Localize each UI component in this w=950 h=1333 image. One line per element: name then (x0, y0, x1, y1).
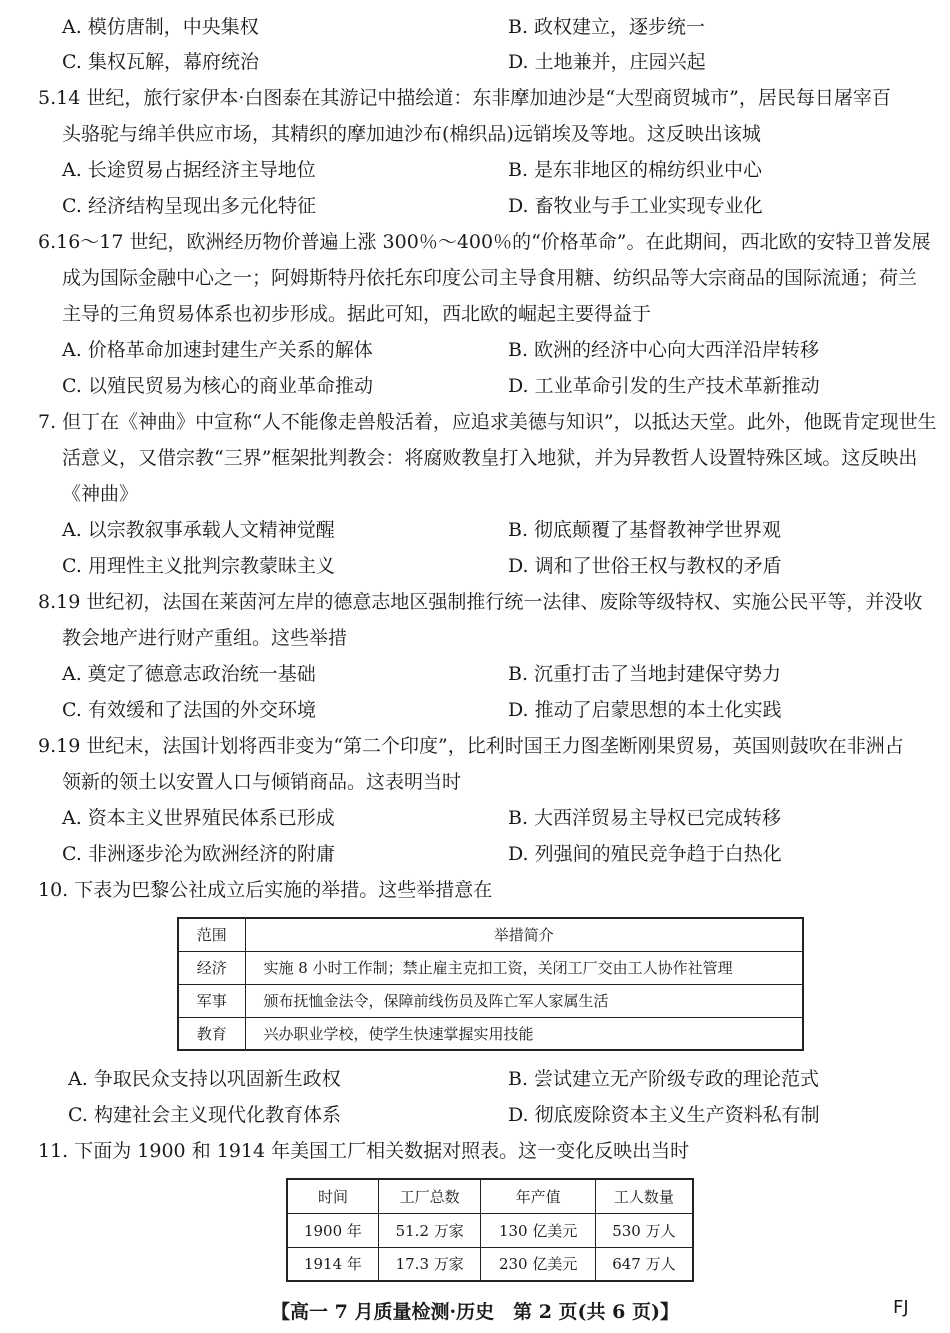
table-cell-scope: 教育 (178, 1017, 245, 1050)
table-row (287, 1213, 693, 1247)
table-row (178, 984, 803, 1017)
q10-option-b: B. 尝试建立无产阶级专政的理论范式 (508, 1068, 820, 1090)
table-row (178, 951, 803, 984)
q4-option-b: B. 政权建立，逐步统一 (508, 16, 706, 38)
q6-option-d: D. 工业革命引发的生产技术革新推动 (508, 375, 820, 397)
table-header-scope: 范围 (178, 918, 245, 951)
q6-option-b: B. 欧洲的经济中心向大西洋沿岸转移 (508, 339, 820, 361)
table-cell: 51.2 万家 (378, 1213, 481, 1247)
table-header-time: 时间 (287, 1179, 378, 1213)
table-cell: 1900 年 (287, 1213, 378, 1247)
q7-stem-line2: 活意义，又借宗教“三界”框架批判教会：将腐败教皇打入地狱，并为异教哲人设置特殊区域。这反映出 (62, 447, 918, 469)
table-header-output: 年产值 (481, 1179, 595, 1213)
q8-option-b: B. 沉重打击了当地封建保守势力 (508, 663, 782, 685)
q7-option-b: B. 彻底颠覆了基督教神学世界观 (508, 519, 782, 541)
q5-stem-line2: 头骆驼与绵羊供应市场，其精织的摩加迪沙布(棉织品)远销埃及等地。这反映出该城 (62, 123, 761, 145)
table-cell: 530 万人 (595, 1213, 693, 1247)
q10-stem: 10. 下表为巴黎公社成立后实施的举措。这些举措意在 (38, 879, 493, 901)
table-cell-desc: 颁布抚恤金法令，保障前线伤员及阵亡军人家属生活 (245, 984, 803, 1017)
q10-option-d: D. 彻底废除资本主义生产资料私有制 (508, 1104, 820, 1126)
q11-stem: 11. 下面为 1900 和 1914 年美国工厂相关数据对照表。这一变化反映出当时 (38, 1140, 690, 1162)
q5-stem-line1: 5.14 世纪，旅行家伊本·白图泰在其游记中描绘道：东非摩加迪沙是“大型商贸城市”，居民每日屠宰百 (38, 87, 891, 109)
table-cell-scope: 经济 (178, 951, 245, 984)
q5-option-d: D. 畜牧业与手工业实现专业化 (508, 195, 763, 217)
q9-stem-line1: 9.19 世纪末，法国计划将西非变为“第二个印度”，比利时国王力图垄断刚果贸易，英国则鼓吹在非洲占 (38, 735, 904, 757)
table-cell: 17.3 万家 (378, 1247, 481, 1281)
q4-option-d: D. 土地兼并，庄园兴起 (508, 51, 706, 73)
q7-option-d: D. 调和了世俗王权与教权的矛盾 (508, 555, 782, 577)
table-header-row (178, 918, 803, 951)
q7-option-c: C. 用理性主义批判宗教蒙昧主义 (62, 555, 335, 577)
table-cell-desc: 实施 8 小时工作制；禁止雇主克扣工资，关闭工厂交由工人协作社管理 (245, 951, 803, 984)
q6-option-a: A. 价格革命加速封建生产关系的解体 (62, 339, 373, 361)
table-header-row (287, 1179, 693, 1213)
table-cell: 230 亿美元 (481, 1247, 595, 1281)
q4-option-a: A. 模仿唐制，中央集权 (62, 16, 259, 38)
q9-option-a: A. 资本主义世界殖民体系已形成 (62, 807, 335, 829)
q8-option-c: C. 有效缓和了法国的外交环境 (62, 699, 316, 721)
table-header-desc: 举措简介 (245, 918, 803, 951)
q6-stem-line1: 6.16～17 世纪，欧洲经历物价普遍上涨 300％～400％的“价格革命”。在此期间，西北欧的安特卫普发展 (38, 231, 931, 253)
q10-option-a: A. 争取民众支持以巩固新生政权 (68, 1068, 341, 1090)
q10-measures-table (177, 917, 804, 1051)
page-footer-code: FJ (893, 1297, 909, 1318)
q7-stem-line3: 《神曲》 (62, 483, 139, 505)
table-cell: 647 万人 (595, 1247, 693, 1281)
table-header-workers: 工人数量 (595, 1179, 693, 1213)
table-cell: 1914 年 (287, 1247, 378, 1281)
q6-stem-line3: 主导的三角贸易体系也初步形成。据此可知，西北欧的崛起主要得益于 (62, 303, 652, 325)
table-cell: 130 亿美元 (481, 1213, 595, 1247)
page-footer-title: 【高一 7 月质量检测·历史 第 2 页(共 6 页)】 (271, 1301, 679, 1323)
q8-option-d: D. 推动了启蒙思想的本土化实践 (508, 699, 782, 721)
q7-stem-line1: 7. 但丁在《神曲》中宣称“人不能像走兽般活着，应追求美德与知识”，以抵达天堂。此外，他既肯定现世生 (38, 411, 937, 433)
table-row (287, 1247, 693, 1281)
q9-option-b: B. 大西洋贸易主导权已完成转移 (508, 807, 782, 829)
q11-factory-table (286, 1178, 694, 1282)
q9-option-d: D. 列强间的殖民竞争趋于白热化 (508, 843, 782, 865)
table-header-factories: 工厂总数 (378, 1179, 481, 1213)
q7-option-a: A. 以宗教叙事承载人文精神觉醒 (62, 519, 335, 541)
table-cell-scope: 军事 (178, 984, 245, 1017)
q10-option-c: C. 构建社会主义现代化教育体系 (68, 1104, 341, 1126)
q5-option-b: B. 是东非地区的棉纺织业中心 (508, 159, 763, 181)
table-cell-desc: 兴办职业学校，使学生快速掌握实用技能 (245, 1017, 803, 1050)
q5-option-a: A. 长途贸易占据经济主导地位 (62, 159, 316, 181)
q4-option-c: C. 集权瓦解，幕府统治 (62, 51, 259, 73)
q8-stem-line1: 8.19 世纪初，法国在莱茵河左岸的德意志地区强制推行统一法律、废除等级特权、实施公民平等，并没收 (38, 591, 923, 613)
q5-option-c: C. 经济结构呈现出多元化特征 (62, 195, 316, 217)
q9-stem-line2: 领新的领土以安置人口与倾销商品。这表明当时 (62, 771, 462, 793)
q6-option-c: C. 以殖民贸易为核心的商业革命推动 (62, 375, 373, 397)
q8-option-a: A. 奠定了德意志政治统一基础 (62, 663, 316, 685)
q8-stem-line2: 教会地产进行财产重组。这些举措 (62, 627, 348, 649)
q9-option-c: C. 非洲逐步沦为欧洲经济的附庸 (62, 843, 335, 865)
q6-stem-line2: 成为国际金融中心之一；阿姆斯特丹依托东印度公司主导食用糖、纺织品等大宗商品的国际流通；荷兰 (62, 267, 918, 289)
table-row (178, 1017, 803, 1050)
